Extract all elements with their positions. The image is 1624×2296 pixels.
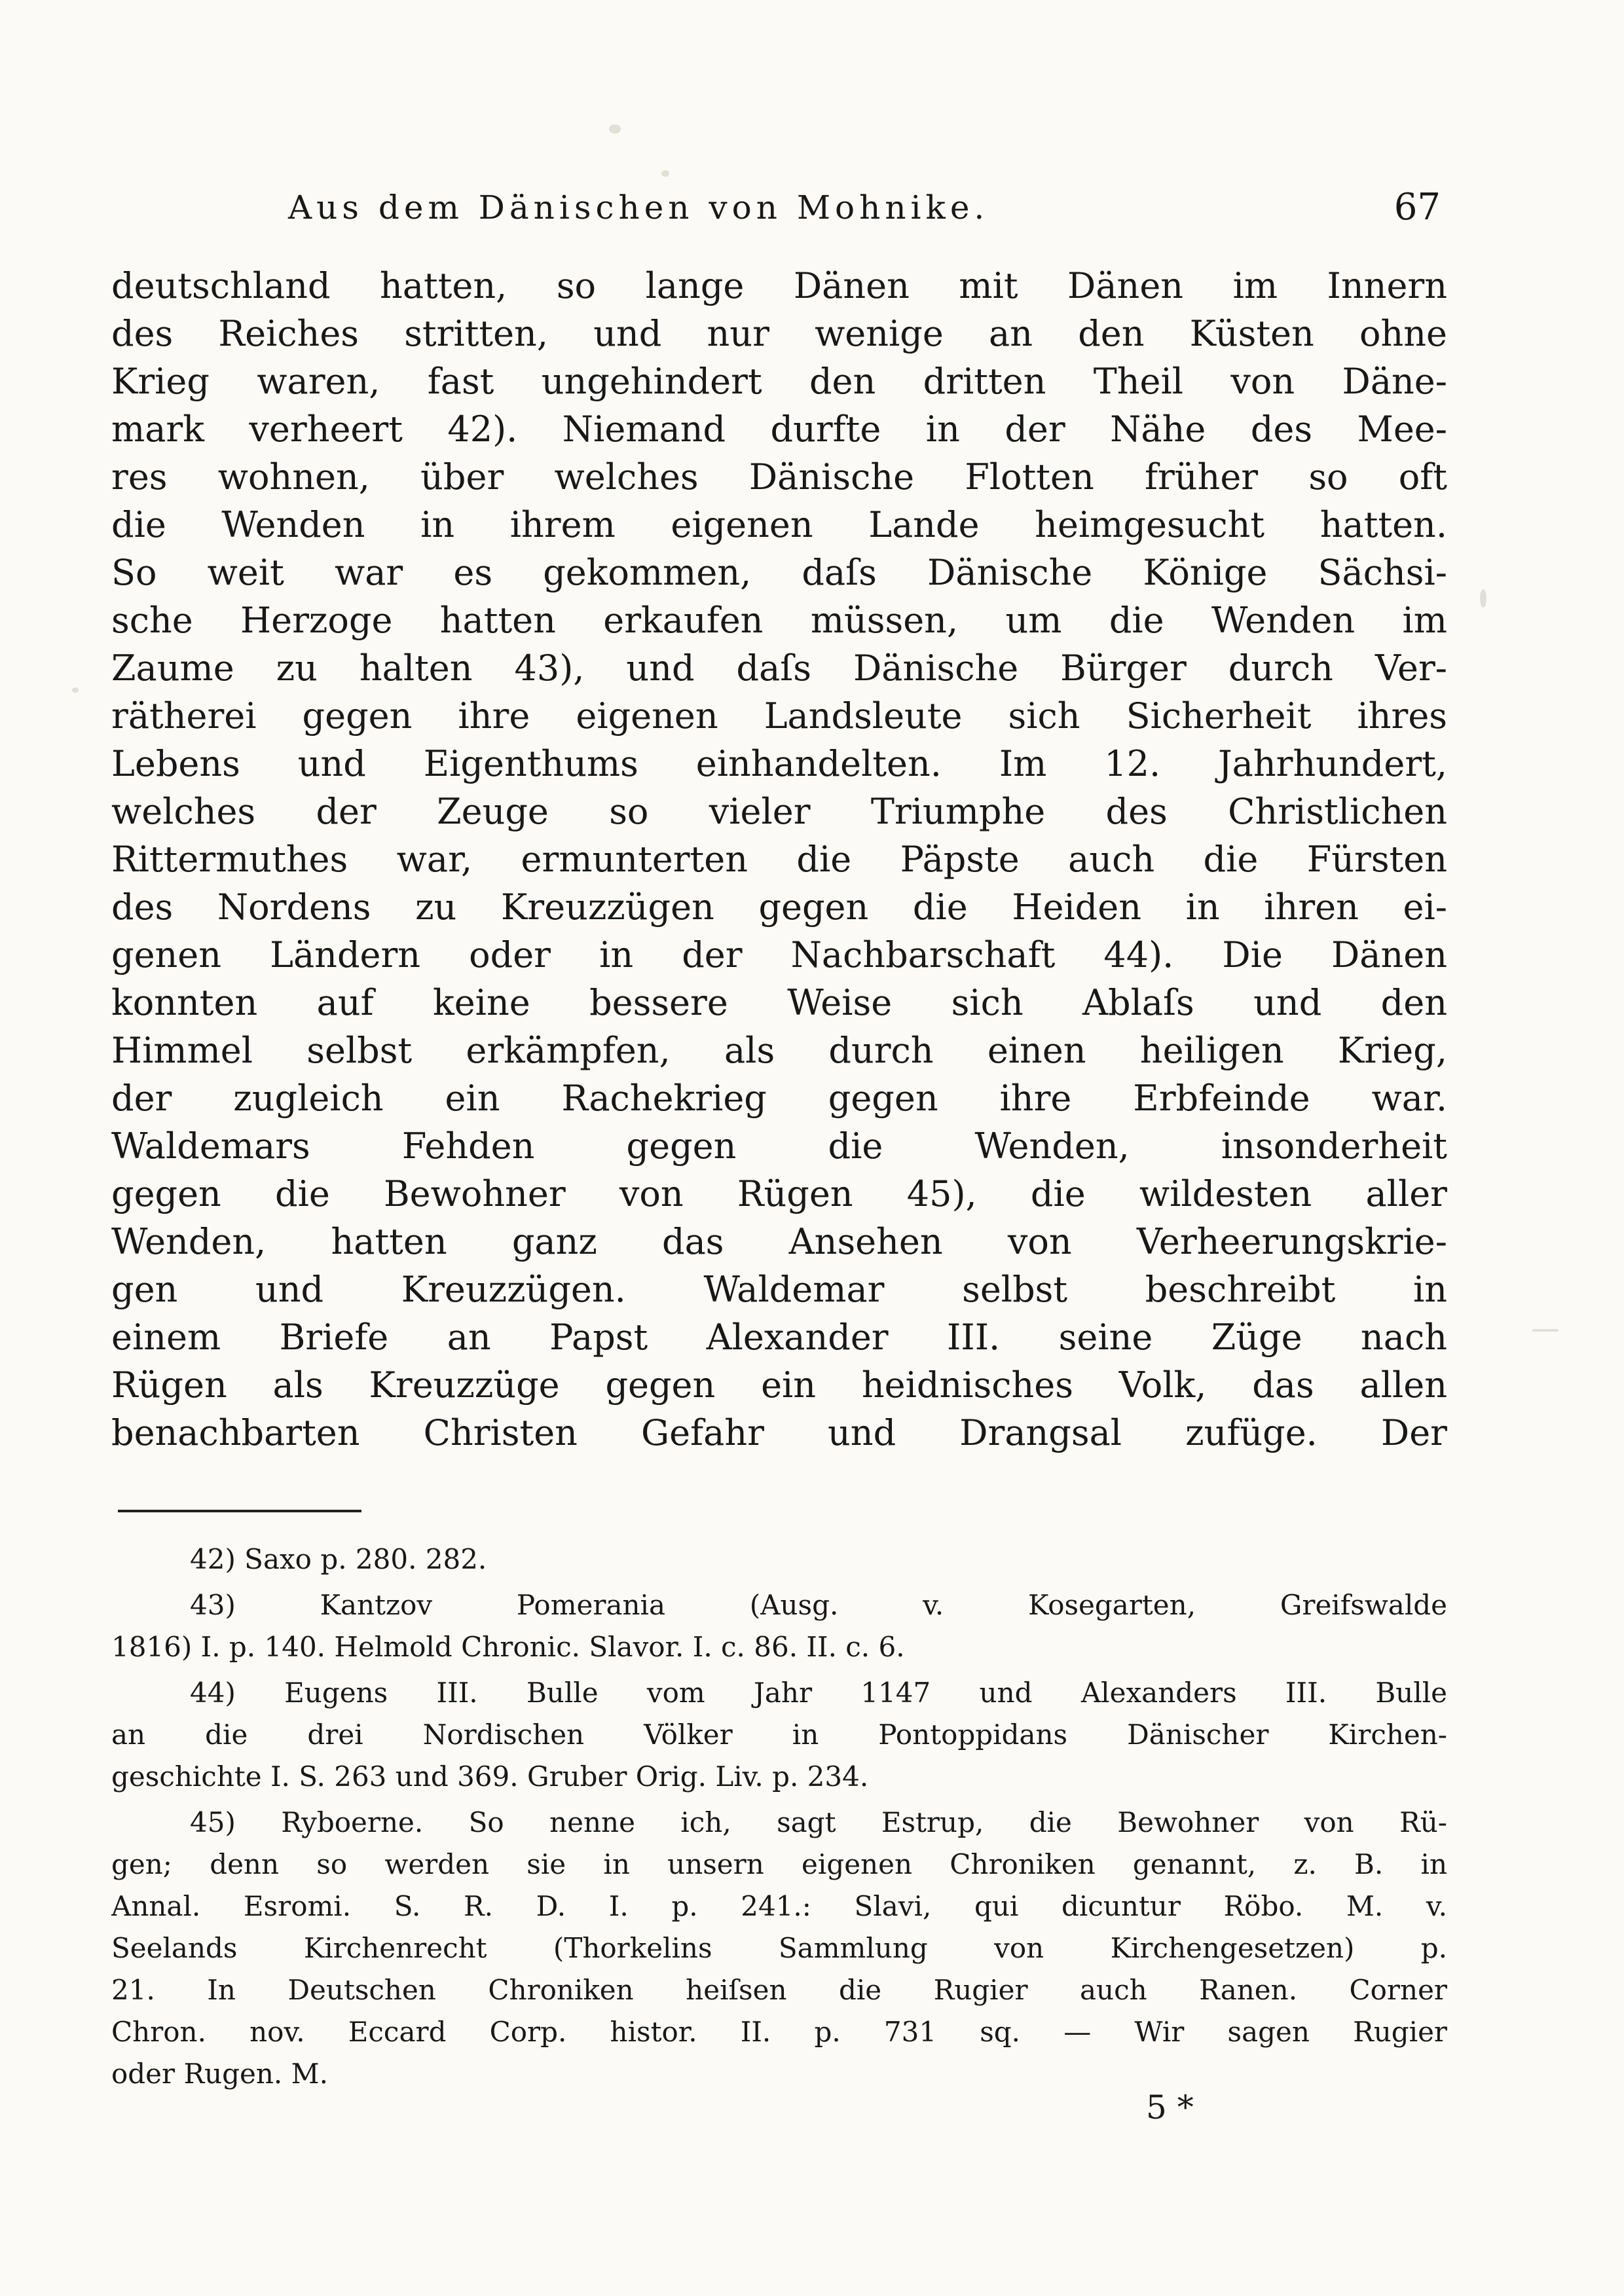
footnote-45 [111, 1802, 1447, 2095]
main-text [111, 262, 1447, 1457]
footnote-line: oder Rugen. M. [111, 2058, 328, 2090]
paper-speck [72, 687, 79, 693]
footnote-line: Annal. Esromi. S. R. D. I. p. 241.: Slavi, qui dicuntur Röbo. M. v. [111, 1890, 1447, 1922]
text-line: sche Herzoge hatten erkaufen müssen, um die Wenden im [111, 600, 1447, 641]
text-line: So weit war es gekommen, daſs Dänische Könige Sächsi- [111, 552, 1447, 593]
signature-mark: 5 * [1146, 2088, 1194, 2126]
footnote-44 [111, 1672, 1447, 1798]
footnote-line: 42) Saxo p. 280. 282. [190, 1543, 487, 1575]
text-line: mark verheert 42). Niemand durfte in der Nähe des Mee- [111, 409, 1447, 450]
footnote-line: 44) Eugens III. Bulle vom Jahr 1147 und Alexanders III. Bulle [190, 1677, 1447, 1709]
text-line: Wenden, hatten ganz das Ansehen von Verheerungskrie- [111, 1221, 1447, 1262]
text-line: die Wenden in ihrem eigenen Lande heimgesucht hatten. [111, 504, 1447, 545]
running-header [288, 186, 1441, 241]
paper-speck [1480, 589, 1486, 608]
footnote-line: geschichte I. S. 263 und 369. Gruber Orig. Liv. p. 234. [111, 1760, 869, 1793]
text-line: Zaume zu halten 43), und daſs Dänische Bürger durch Ver- [111, 647, 1447, 689]
text-line: Krieg waren, fast ungehindert den dritten Theil von Däne- [111, 361, 1447, 402]
text-line: benachbarten Christen Gefahr und Drangsal zufüge. Der [111, 1412, 1447, 1453]
footnote-line: an die drei Nordischen Völker in Pontoppidans Dänischer Kirchen- [111, 1719, 1447, 1751]
text-line: genen Ländern oder in der Nachbarschaft 44). Die Dänen [111, 934, 1447, 975]
running-title: Aus dem Dänischen von Mohnike. [288, 189, 989, 227]
footnote-rule [118, 1510, 361, 1512]
text-line: gen und Kreuzzügen. Waldemar selbst beschreibt in [111, 1269, 1447, 1310]
text-line: rätherei gegen ihre eigenen Landsleute sich Sicherheit ihres [111, 695, 1447, 737]
footnote-42 [111, 1539, 1447, 1580]
footnote-line: 43) Kantzov Pomerania (Ausg. v. Kosegarten, Greifswalde [190, 1589, 1447, 1621]
footnote-line: 21. In Deutschen Chroniken heiſsen die Rugier auch Ranen. Corner [111, 1974, 1447, 2006]
text-line: Lebens und Eigenthums einhandelten. Im 12. Jahrhundert, [111, 743, 1447, 784]
text-line: res wohnen, über welches Dänische Flotten früher so oft [111, 456, 1447, 498]
text-line: Himmel selbst erkämpfen, als durch einen heiligen Krieg, [111, 1030, 1447, 1071]
text-line: deutschland hatten, so lange Dänen mit Dänen im Innern [111, 265, 1447, 306]
footnote-43 [111, 1584, 1447, 1668]
text-line: konnten auf keine bessere Weise sich Ablaſs und den [111, 982, 1447, 1023]
footnotes [111, 1539, 1447, 2099]
text-line: Rittermuthes war, ermunterten die Päpste auch die Fürsten [111, 839, 1447, 880]
footnote-line: Seelands Kirchenrecht (Thorkelins Sammlung von Kirchengesetzen) p. [111, 1932, 1447, 1964]
text-line: gegen die Bewohner von Rügen 45), die wildesten aller [111, 1173, 1447, 1214]
footnote-line: 45) Ryboerne. So nenne ich, sagt Estrup, die Bewohner von Rü- [190, 1806, 1447, 1838]
paper-speck [609, 124, 621, 134]
page-number: 67 [1393, 186, 1441, 228]
text-line: Waldemars Fehden gegen die Wenden, insonderheit [111, 1125, 1447, 1167]
text-line: welches der Zeuge so vieler Triumphe des Christlichen [111, 791, 1447, 832]
footnote-line: 1816) I. p. 140. Helmold Chronic. Slavor. I. c. 86. II. c. 6. [111, 1631, 905, 1663]
text-line: Rügen als Kreuzzüge gegen ein heidnisches Volk, das allen [111, 1364, 1447, 1406]
paper-speck [1532, 1329, 1559, 1332]
footnote-line: gen; denn so werden sie in unsern eigenen Chroniken genannt, z. B. in [111, 1848, 1447, 1880]
paper-speck [661, 170, 669, 177]
text-line: des Nordens zu Kreuzzügen gegen die Heiden in ihren ei- [111, 886, 1447, 928]
footnote-line: Chron. nov. Eccard Corp. histor. II. p. 731 sq. — Wir sagen Rugier [111, 2016, 1447, 2048]
text-line: einem Briefe an Papst Alexander III. seine Züge nach [111, 1317, 1447, 1358]
text-line: des Reiches stritten, und nur wenige an den Küsten ohne [111, 313, 1447, 354]
text-line: der zugleich ein Rachekrieg gegen ihre Erbfeinde war. [111, 1078, 1447, 1119]
